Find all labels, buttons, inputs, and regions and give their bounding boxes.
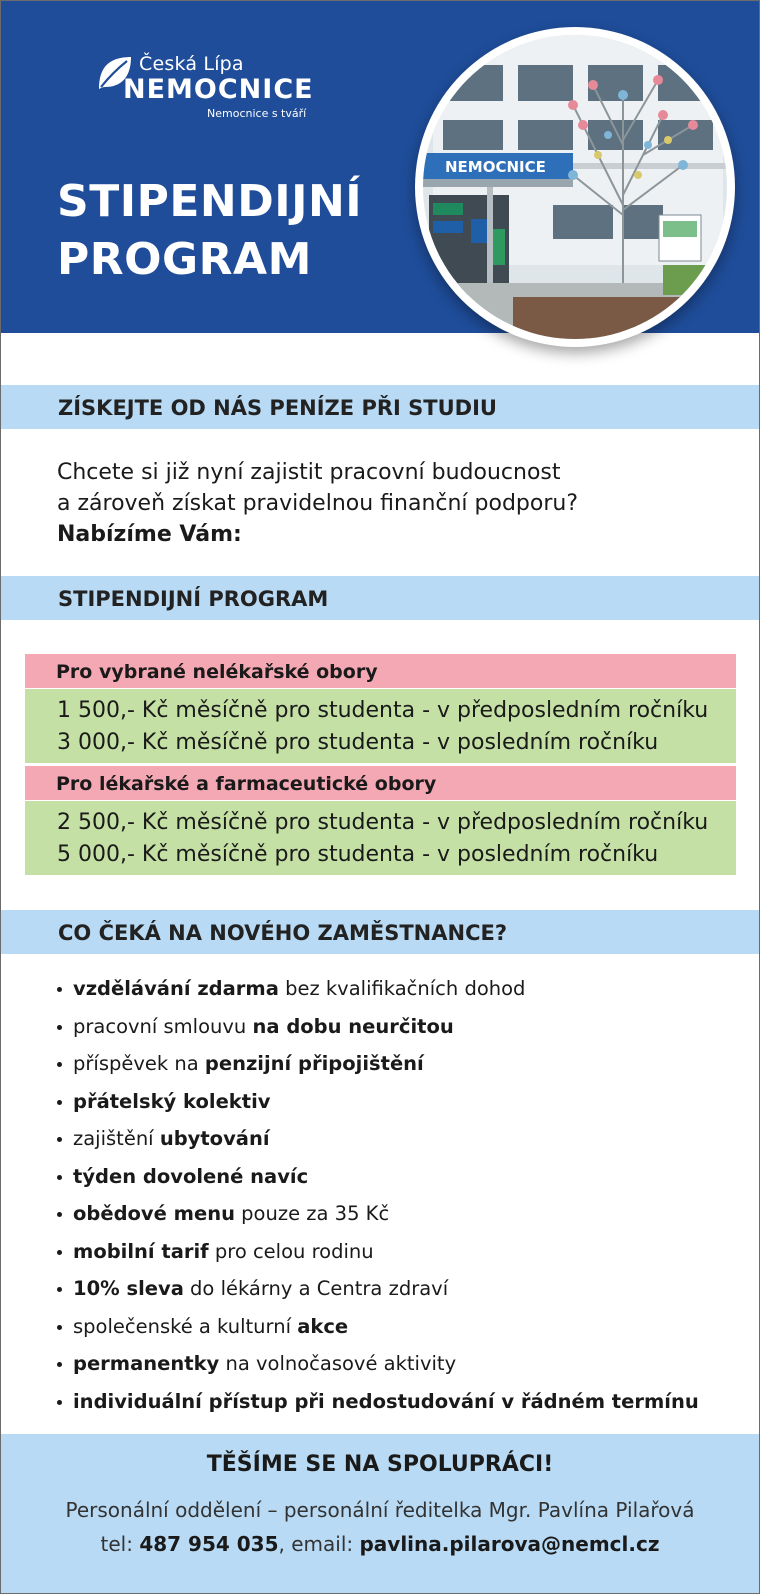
section-bar-benefits [1, 910, 759, 954]
section-bar-program [1, 576, 759, 620]
photo-sign-text: NEMOCNICE [445, 158, 546, 176]
benefit-highlight: vzdělávání zdarma [73, 977, 279, 1000]
benefits-list [53, 977, 699, 1427]
benefit-item [53, 1315, 699, 1353]
benefit-highlight: na dobu neurčitou [252, 1014, 454, 1038]
amount-row: 1 500,- Kč měsíčně pro studenta - v předposledním ročníku [57, 698, 709, 723]
benefit-text: příspěvek na [73, 1052, 205, 1075]
email-label: , email: [278, 1532, 360, 1556]
logo-name: NEMOCNICE [123, 74, 314, 105]
benefit-highlight: individuální přístup při nedostudování v řádném termínu [73, 1389, 699, 1413]
category-title: Pro vybrané nelékařské obory [56, 661, 378, 683]
benefit-item [53, 1090, 699, 1128]
logo-tagline: Nemocnice s tváří [207, 107, 307, 120]
benefit-highlight: přátelský kolektiv [73, 1089, 271, 1113]
intro-offer: Nabízíme Vám: [57, 522, 242, 547]
amount-row: 3 000,- Kč měsíčně pro studenta - v posledním ročníku [57, 730, 659, 755]
benefit-item [53, 1240, 699, 1278]
benefit-item [53, 1015, 699, 1053]
bullet-icon [57, 1212, 62, 1217]
benefit-highlight: akce [297, 1314, 349, 1338]
amounts-non-medical [25, 689, 736, 763]
amount-row: 2 500,- Kč měsíčně pro studenta - v předposledním ročníku [57, 810, 709, 835]
benefit-highlight: penzijní připojištění [204, 1052, 424, 1075]
benefit-text: zajištění [73, 1127, 160, 1150]
benefit-text: bez kvalifikačních dohod [278, 977, 526, 1000]
benefit-item [53, 1352, 699, 1390]
bullet-icon [57, 1100, 62, 1105]
benefit-text: pouze za 35 Kč [234, 1202, 390, 1225]
logo-city: Česká Lípa [139, 53, 244, 75]
benefit-item [53, 1202, 699, 1240]
category-non-medical [25, 654, 736, 688]
benefit-highlight: permanentky [73, 1352, 220, 1375]
benefit-text: pro celou rodinu [208, 1239, 374, 1263]
benefit-highlight: ubytování [159, 1127, 270, 1150]
title-line-1: STIPENDIJNÍ [57, 176, 363, 227]
bullet-icon [57, 1025, 62, 1030]
phone-number: 487 954 035 [139, 1532, 279, 1556]
intro-line-2: a zároveň získat pravidelnou finanční podporu? [57, 491, 579, 516]
category-medical [25, 766, 736, 800]
benefit-item [53, 1052, 699, 1090]
bullet-icon [57, 1062, 62, 1067]
benefit-item [53, 1165, 699, 1203]
intro-text [57, 457, 578, 550]
category-title: Pro lékařské a farmaceutické obory [56, 773, 437, 795]
footer-contact: Personální oddělení – personální ředitelka Mgr. Pavlína Pilařová [65, 1498, 695, 1522]
footer [1, 1434, 759, 1593]
bullet-icon [57, 1175, 62, 1180]
amounts-medical [25, 801, 736, 875]
tel-label: tel: [100, 1532, 140, 1556]
title-line-2: PROGRAM [57, 234, 312, 285]
header-banner [1, 1, 759, 333]
benefit-text: společenské a kulturní [73, 1314, 298, 1338]
section-heading-program: STIPENDIJNÍ PROGRAM [58, 587, 329, 611]
bullet-icon [57, 1287, 62, 1292]
benefit-text: pracovní smlouvu [73, 1014, 253, 1038]
benefit-highlight: týden dovolené navíc [73, 1164, 309, 1188]
footer-contact-details [1, 1532, 759, 1556]
footer-title: TĚŠÍME SE NA SPOLUPRÁCI! [206, 1452, 554, 1477]
benefit-highlight: mobilní tarif [73, 1239, 209, 1263]
hospital-photo [423, 35, 727, 339]
email-address: pavlina.pilarova@nemcl.cz [359, 1532, 660, 1556]
bullet-icon [57, 987, 62, 992]
bullet-icon [57, 1362, 62, 1367]
bullet-icon [57, 1400, 62, 1405]
benefit-item [53, 1277, 699, 1315]
bullet-icon [57, 1250, 62, 1255]
section-bar-funding [1, 385, 759, 429]
section-heading-benefits: CO ČEKÁ NA NOVÉHO ZAMĚSTNANCE? [58, 921, 508, 945]
amount-row: 5 000,- Kč měsíčně pro studenta - v posledním ročníku [57, 842, 659, 867]
benefit-highlight: obědové menu [73, 1202, 235, 1225]
benefit-text: do lékárny a Centra zdraví [183, 1277, 449, 1300]
intro-line-1: Chcete si již nyní zajistit pracovní budoucnost [57, 460, 561, 485]
bullet-icon [57, 1137, 62, 1142]
benefit-item [53, 1127, 699, 1165]
bullet-icon [57, 1325, 62, 1330]
hospital-photo-frame [415, 27, 735, 347]
hospital-building-illustration [423, 35, 727, 339]
section-heading-funding: ZÍSKEJTE OD NÁS PENÍZE PŘI STUDIU [58, 396, 497, 420]
benefit-highlight: 10% sleva [73, 1277, 184, 1300]
benefit-item [53, 1390, 699, 1428]
benefit-item [53, 977, 699, 1015]
page-title [57, 173, 362, 289]
hospital-logo [93, 49, 333, 125]
benefit-text: na volnočasové aktivity [219, 1352, 457, 1375]
